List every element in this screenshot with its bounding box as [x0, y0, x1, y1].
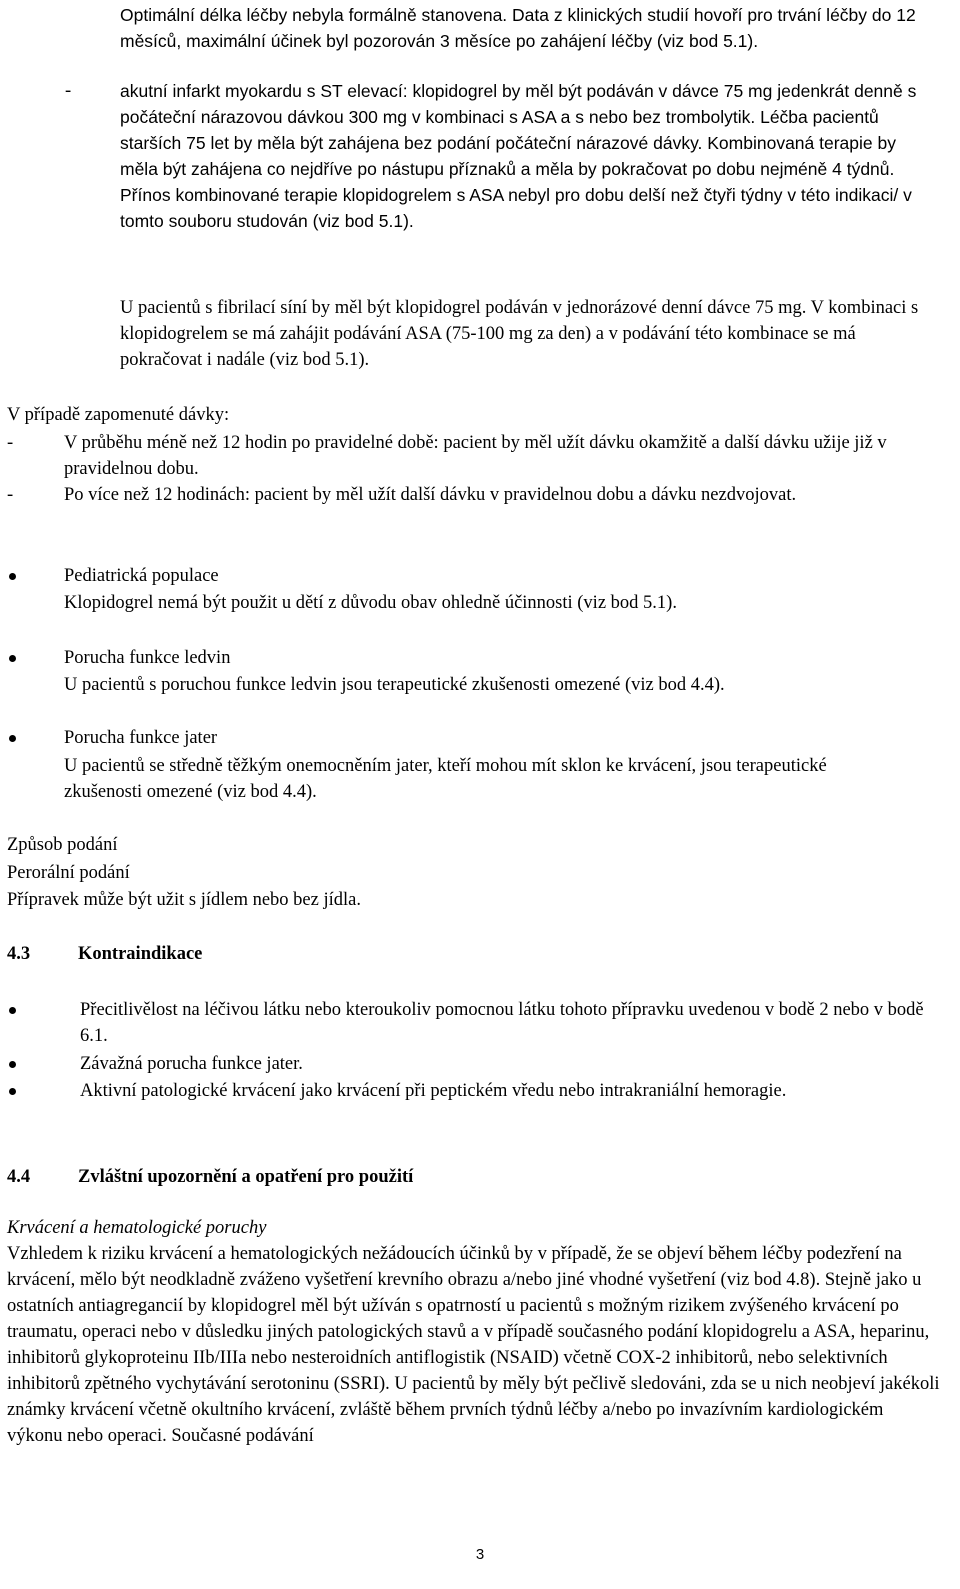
stemi-item: akutní infarkt myokardu s ST elevací: klopidogrel by měl být podáván v dávce 75 mg jedenkrát denně s počáteční nárazovou dávkou 300 mg v kombinaci s ASA a s nebo bez trombolytik. Léčba pacientů starších 75 let by měla být zahájena bez podání počáteční nárazové dávky. Kombinovaná terapie by měla být zahájena co nejdříve po nástupu příznaků a měla by pokračovat po dobu nejméně 4 týdnů. Přínos kombinované terapie klopidogrelem s ASA nebyl pro dobu delší než čtyři týdny v této indikaci/ v tomto souboru studován (viz bod 5.1).	[120, 81, 917, 231]
population-text: Klopidogrel nemá být použit u dětí z důvodu obav ohledně účinnosti (viz bod 5.1).	[64, 593, 677, 613]
dash-marker: -	[65, 81, 72, 101]
missed-dose-title: V případě zapomenuté dávky:	[7, 405, 230, 425]
bullet-icon	[9, 1088, 16, 1095]
dash-marker: -	[7, 433, 14, 453]
contraindication-item: Přecitlivělost na léčivou látku nebo kteroukoliv pomocnou látku tohoto přípravku uvedenou v bodě 2 nebo v bodě 6.1.	[80, 1000, 924, 1046]
bullet-icon	[9, 1061, 16, 1068]
af-paragraph: U pacientů s fibrilací síní by měl být klopidogrel podáván v jednorázové denní dávce 75 mg. V kombinaci s klopidogrelem se má zahájit podávání ASA (75-100 mg za den) a v podávání této kombinace se má pokračovat i nadále (viz bod 5.1).	[120, 298, 919, 370]
population-title: Pediatrická populace	[64, 566, 219, 586]
missed-dose-item-2: Po více než 12 hodinách: pacient by měl užít další dávku v pravidelnou dobu a dávku nezdvojovat.	[64, 485, 797, 505]
page-number: 3	[475, 1546, 485, 1563]
section-number: 4.3	[7, 944, 31, 964]
bullet-icon	[9, 1007, 16, 1014]
section-title: Zvláštní upozornění a opatření pro použití	[78, 1167, 414, 1187]
contraindication-item: Aktivní patologické krvácení jako krvácení při peptickém vředu nebo intrakraniální hemoragie.	[80, 1081, 787, 1101]
section-number: 4.4	[7, 1167, 31, 1187]
bullet-icon	[9, 573, 16, 580]
missed-dose-item-1: V průběhu méně než 12 hodin po pravidelné době: pacient by měl užít dávku okamžitě a další dávku užije již v pravidelnou dobu.	[64, 433, 887, 479]
section-paragraph: Vzhledem k riziku krvácení a hematologických nežádoucích účinků by v případě, že se objeví během léčby podezření na krvácení, mělo být neodkladně zváženo vyšetření krevního obrazu a/nebo jiné vhodné vyšetření (viz bod 4.8). Stejně jako u ostatních antiagregancií by klopidogrel měl být užíván s opatrností u pacientů s možným rizikem zvýšeného krvácení po traumatu, operaci nebo v důsledku jiných patologických stavů a v případě současného podání klopidogrelu a ASA, heparinu, inhibitorů glykoproteinu IIb/IIIa nebo nesteroidních antiflogistik (NSAID) včetně COX-2 inhibitorů, nebo selektivních inhibitorů zpětného vychytávání serotoninu (SSRI). U pacientů by měly být pečlivě sledováni, zda se u nich neobjeví jakékoli známky krvácení včetně okultního krvácení, zvláště během prvních týdnů léčby a/nebo po invazívním kardiologickém výkonu nebo operaci. Současné podávání	[7, 1244, 940, 1446]
intro-paragraph: Optimální délka léčby nebyla formálně stanovena. Data z klinických studií hovoří pro trvání léčby do 12 měsíců, maximální účinek byl pozorován 3 měsíce po zahájení léčby (viz bod 5.1).	[120, 5, 916, 51]
dash-marker: -	[7, 485, 14, 505]
section-title: Kontraindikace	[78, 944, 203, 964]
subsection-title: Krvácení a hematologické poruchy	[7, 1218, 267, 1238]
contraindication-item: Závažná porucha funkce jater.	[80, 1054, 303, 1074]
population-title: Porucha funkce jater	[64, 728, 218, 748]
bullet-icon	[9, 655, 16, 662]
bullet-icon	[9, 735, 16, 742]
administration-line: Perorální podání	[7, 863, 130, 883]
administration-title: Způsob podání	[7, 835, 118, 855]
population-text: U pacientů s poruchou funkce ledvin jsou terapeutické zkušenosti omezené (viz bod 4.4).	[64, 675, 725, 695]
population-title: Porucha funkce ledvin	[64, 648, 231, 668]
administration-line: Přípravek může být užit s jídlem nebo bez jídla.	[7, 890, 361, 910]
population-text: U pacientů se středně těžkým onemocněním jater, kteří mohou mít sklon ke krvácení, jsou terapeutické zkušenosti omezené (viz bod 4.4).	[64, 756, 827, 802]
